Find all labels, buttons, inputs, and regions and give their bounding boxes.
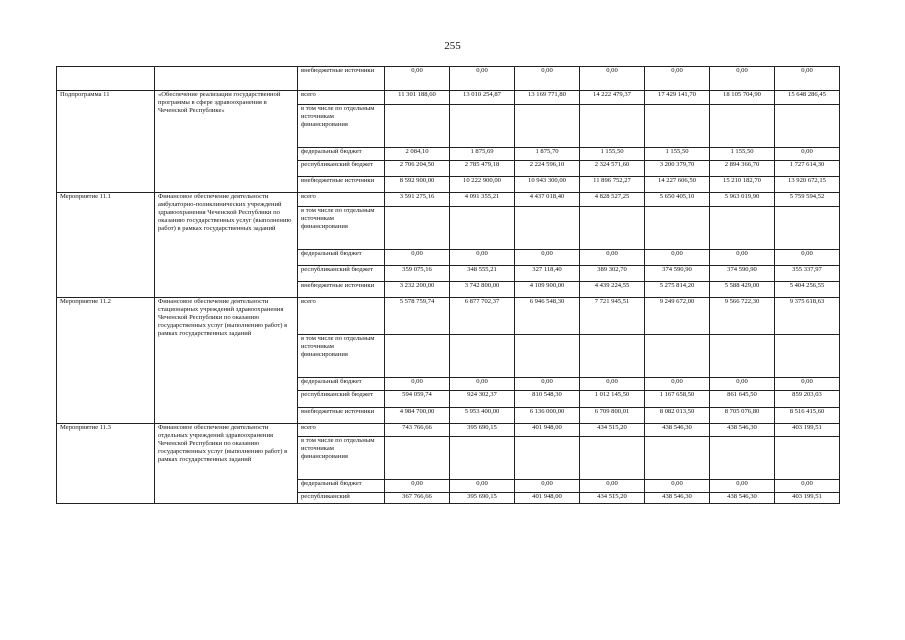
amount-cell bbox=[645, 437, 710, 480]
amount-cell: 395 690,15 bbox=[450, 493, 515, 504]
funding-source-cell: внебюджетные источники bbox=[298, 67, 385, 91]
program-name-cell: Подпрограмма 11 bbox=[57, 91, 155, 193]
amount-cell bbox=[710, 335, 775, 378]
amount-cell: 0,00 bbox=[710, 67, 775, 91]
amount-cell: 359 075,16 bbox=[385, 266, 450, 282]
amount-cell: 5 650 405,10 bbox=[645, 193, 710, 207]
amount-cell: 5 953 400,00 bbox=[450, 408, 515, 424]
amount-cell: 861 645,50 bbox=[710, 391, 775, 408]
amount-cell: 438 546,30 bbox=[710, 493, 775, 504]
amount-cell: 0,00 bbox=[580, 250, 645, 266]
amount-cell: 3 232 200,00 bbox=[385, 282, 450, 298]
amount-cell: 401 948,00 bbox=[515, 424, 580, 437]
program-description-cell bbox=[155, 67, 298, 91]
amount-cell: 0,00 bbox=[450, 480, 515, 493]
amount-cell: 0,00 bbox=[385, 250, 450, 266]
amount-cell: 594 059,74 bbox=[385, 391, 450, 408]
amount-cell bbox=[580, 335, 645, 378]
amount-cell: 1 012 145,50 bbox=[580, 391, 645, 408]
amount-cell: 389 302,70 bbox=[580, 266, 645, 282]
amount-cell: 1 155,50 bbox=[645, 148, 710, 161]
amount-cell: 11 301 188,60 bbox=[385, 91, 450, 105]
amount-cell: 5 759 594,52 bbox=[775, 193, 840, 207]
amount-cell bbox=[775, 105, 840, 148]
amount-cell bbox=[385, 437, 450, 480]
amount-cell: 810 548,30 bbox=[515, 391, 580, 408]
amount-cell: 17 429 141,70 bbox=[645, 91, 710, 105]
amount-cell: 743 766,66 bbox=[385, 424, 450, 437]
amount-cell bbox=[775, 437, 840, 480]
funding-source-cell: внебюджетные источники bbox=[298, 282, 385, 298]
amount-cell: 0,00 bbox=[775, 378, 840, 391]
amount-cell: 0,00 bbox=[385, 67, 450, 91]
funding-source-cell: в том числе по отдельным источникам финансирования bbox=[298, 105, 385, 148]
amount-cell: 7 721 945,51 bbox=[580, 298, 645, 335]
amount-cell: 13 920 672,15 bbox=[775, 177, 840, 193]
amount-cell: 2 785 479,18 bbox=[450, 161, 515, 177]
amount-cell: 8 592 900,00 bbox=[385, 177, 450, 193]
amount-cell: 924 302,37 bbox=[450, 391, 515, 408]
amount-cell bbox=[450, 335, 515, 378]
amount-cell: 13 010 254,87 bbox=[450, 91, 515, 105]
amount-cell bbox=[450, 105, 515, 148]
amount-cell: 438 546,30 bbox=[645, 493, 710, 504]
amount-cell: 4 437 018,40 bbox=[515, 193, 580, 207]
funding-source-cell: в том числе по отдельным источникам финансирования bbox=[298, 207, 385, 250]
amount-cell bbox=[515, 437, 580, 480]
funding-source-cell: всего bbox=[298, 193, 385, 207]
funding-source-cell: всего bbox=[298, 424, 385, 437]
table-row bbox=[57, 298, 840, 335]
amount-cell: 1 727 614,30 bbox=[775, 161, 840, 177]
amount-cell: 9 566 722,30 bbox=[710, 298, 775, 335]
amount-cell: 9 249 672,00 bbox=[645, 298, 710, 335]
amount-cell: 3 200 379,70 bbox=[645, 161, 710, 177]
funding-source-cell: федеральный бюджет bbox=[298, 250, 385, 266]
amount-cell: 1 875,69 bbox=[450, 148, 515, 161]
amount-cell: 434 515,20 bbox=[580, 493, 645, 504]
funding-source-cell: внебюджетные источники bbox=[298, 408, 385, 424]
amount-cell: 5 578 759,74 bbox=[385, 298, 450, 335]
amount-cell: 0,00 bbox=[710, 480, 775, 493]
funding-source-cell: федеральный бюджет bbox=[298, 148, 385, 161]
amount-cell: 367 766,66 bbox=[385, 493, 450, 504]
amount-cell bbox=[710, 437, 775, 480]
amount-cell: 438 546,30 bbox=[710, 424, 775, 437]
amount-cell: 403 199,51 bbox=[775, 493, 840, 504]
amount-cell bbox=[775, 207, 840, 250]
program-description-cell: «Обеспечение реализации государственной программы в сфере здравоохранения в Чеченской Республике» bbox=[155, 91, 298, 193]
amount-cell: 6 877 702,37 bbox=[450, 298, 515, 335]
amount-cell: 0,00 bbox=[645, 480, 710, 493]
amount-cell: 2 324 571,60 bbox=[580, 161, 645, 177]
budget-table bbox=[56, 66, 840, 504]
table-row bbox=[57, 424, 840, 437]
amount-cell: 0,00 bbox=[515, 67, 580, 91]
amount-cell: 0,00 bbox=[580, 67, 645, 91]
amount-cell bbox=[710, 207, 775, 250]
amount-cell: 0,00 bbox=[775, 480, 840, 493]
amount-cell bbox=[645, 207, 710, 250]
amount-cell: 0,00 bbox=[710, 250, 775, 266]
amount-cell: 0,00 bbox=[450, 250, 515, 266]
amount-cell bbox=[385, 335, 450, 378]
funding-source-cell: всего bbox=[298, 91, 385, 105]
amount-cell: 5 963 019,90 bbox=[710, 193, 775, 207]
amount-cell: 5 404 256,55 bbox=[775, 282, 840, 298]
funding-source-cell: всего bbox=[298, 298, 385, 335]
amount-cell bbox=[450, 437, 515, 480]
amount-cell bbox=[450, 207, 515, 250]
amount-cell: 438 546,30 bbox=[645, 424, 710, 437]
amount-cell: 1 875,70 bbox=[515, 148, 580, 161]
amount-cell: 14 222 479,37 bbox=[580, 91, 645, 105]
amount-cell: 3 591 275,16 bbox=[385, 193, 450, 207]
program-description-cell: Финансовое обеспечение деятельности отдельных учреждений здравоохранения Чеченской Республики по оказанию государственных услуг (выполнению работ) в рамках государственных заданий bbox=[155, 424, 298, 504]
amount-cell: 0,00 bbox=[580, 378, 645, 391]
amount-cell: 1 155,50 bbox=[580, 148, 645, 161]
amount-cell: 1 167 658,50 bbox=[645, 391, 710, 408]
amount-cell: 15 648 286,45 bbox=[775, 91, 840, 105]
amount-cell: 6 946 548,30 bbox=[515, 298, 580, 335]
funding-source-cell: республиканский бюджет bbox=[298, 161, 385, 177]
amount-cell bbox=[515, 335, 580, 378]
amount-cell bbox=[580, 105, 645, 148]
amount-cell: 2 084,10 bbox=[385, 148, 450, 161]
amount-cell bbox=[645, 105, 710, 148]
amount-cell: 0,00 bbox=[775, 250, 840, 266]
table-row bbox=[57, 91, 840, 105]
amount-cell: 0,00 bbox=[385, 480, 450, 493]
amount-cell: 2 224 596,10 bbox=[515, 161, 580, 177]
amount-cell: 15 210 182,70 bbox=[710, 177, 775, 193]
amount-cell bbox=[645, 335, 710, 378]
amount-cell: 355 337,97 bbox=[775, 266, 840, 282]
table-row bbox=[57, 193, 840, 207]
funding-source-cell: внебюджетные источники bbox=[298, 177, 385, 193]
program-name-cell: Мероприятие 11.2 bbox=[57, 298, 155, 424]
funding-source-cell: республиканский бюджет bbox=[298, 391, 385, 408]
amount-cell: 0,00 bbox=[515, 480, 580, 493]
amount-cell: 395 690,15 bbox=[450, 424, 515, 437]
amount-cell: 4 091 355,21 bbox=[450, 193, 515, 207]
amount-cell: 13 169 771,80 bbox=[515, 91, 580, 105]
amount-cell: 0,00 bbox=[775, 67, 840, 91]
funding-source-cell: республиканский бюджет bbox=[298, 266, 385, 282]
amount-cell: 3 742 800,00 bbox=[450, 282, 515, 298]
amount-cell: 859 203,03 bbox=[775, 391, 840, 408]
amount-cell bbox=[710, 105, 775, 148]
amount-cell: 4 828 527,25 bbox=[580, 193, 645, 207]
amount-cell: 2 894 366,70 bbox=[710, 161, 775, 177]
amount-cell: 0,00 bbox=[645, 67, 710, 91]
amount-cell: 14 227 606,50 bbox=[645, 177, 710, 193]
program-name-cell bbox=[57, 67, 155, 91]
amount-cell: 2 706 204,50 bbox=[385, 161, 450, 177]
amount-cell bbox=[580, 437, 645, 480]
amount-cell: 0,00 bbox=[775, 148, 840, 161]
program-description-cell: Финансовое обеспечение деятельности стационарных учреждений здравоохранения Чеченской Республики по оказанию государственных услуг (выполнению работ) в рамках государственных заданий bbox=[155, 298, 298, 424]
funding-source-cell: федеральный бюджет bbox=[298, 480, 385, 493]
page-number: 255 bbox=[444, 40, 461, 52]
amount-cell: 0,00 bbox=[515, 250, 580, 266]
amount-cell: 374 590,90 bbox=[645, 266, 710, 282]
funding-source-cell: в том числе по отдельным источникам финансирования bbox=[298, 437, 385, 480]
funding-source-cell: республиканский bbox=[298, 493, 385, 504]
amount-cell: 0,00 bbox=[645, 378, 710, 391]
program-name-cell: Мероприятие 11.1 bbox=[57, 193, 155, 298]
amount-cell bbox=[580, 207, 645, 250]
amount-cell: 5 588 429,00 bbox=[710, 282, 775, 298]
amount-cell: 4 984 700,00 bbox=[385, 408, 450, 424]
amount-cell: 403 199,51 bbox=[775, 424, 840, 437]
amount-cell: 0,00 bbox=[385, 378, 450, 391]
amount-cell: 8 705 076,80 bbox=[710, 408, 775, 424]
amount-cell: 0,00 bbox=[450, 67, 515, 91]
amount-cell bbox=[385, 207, 450, 250]
amount-cell: 8 082 013,50 bbox=[645, 408, 710, 424]
amount-cell: 9 375 618,63 bbox=[775, 298, 840, 335]
program-name-cell: Мероприятие 11.3 bbox=[57, 424, 155, 504]
amount-cell bbox=[385, 105, 450, 148]
amount-cell: 10 222 900,00 bbox=[450, 177, 515, 193]
amount-cell: 374 590,90 bbox=[710, 266, 775, 282]
amount-cell: 4 109 900,00 bbox=[515, 282, 580, 298]
table-row bbox=[57, 67, 840, 91]
amount-cell bbox=[775, 335, 840, 378]
amount-cell: 0,00 bbox=[645, 250, 710, 266]
amount-cell: 8 516 415,60 bbox=[775, 408, 840, 424]
funding-source-cell: федеральный бюджет bbox=[298, 378, 385, 391]
amount-cell: 10 943 300,00 bbox=[515, 177, 580, 193]
amount-cell: 6 136 000,00 bbox=[515, 408, 580, 424]
amount-cell: 4 439 224,55 bbox=[580, 282, 645, 298]
amount-cell: 1 155,50 bbox=[710, 148, 775, 161]
amount-cell: 401 948,00 bbox=[515, 493, 580, 504]
amount-cell bbox=[515, 105, 580, 148]
amount-cell: 0,00 bbox=[580, 480, 645, 493]
amount-cell: 434 515,20 bbox=[580, 424, 645, 437]
amount-cell: 6 709 800,01 bbox=[580, 408, 645, 424]
program-description-cell: Финансовое обеспечение деятельности амбулаторно-поликлинических учреждений здравоохранения Чеченской Республики по оказанию государственных услуг (выполнению работ) в рамках государственных заданий bbox=[155, 193, 298, 298]
amount-cell: 0,00 bbox=[515, 378, 580, 391]
amount-cell: 327 118,40 bbox=[515, 266, 580, 282]
funding-source-cell: в том числе по отдельным источникам финансирования bbox=[298, 335, 385, 378]
amount-cell: 5 275 814,20 bbox=[645, 282, 710, 298]
amount-cell: 11 896 752,27 bbox=[580, 177, 645, 193]
amount-cell: 348 555,21 bbox=[450, 266, 515, 282]
amount-cell bbox=[515, 207, 580, 250]
amount-cell: 18 105 704,90 bbox=[710, 91, 775, 105]
amount-cell: 0,00 bbox=[450, 378, 515, 391]
amount-cell: 0,00 bbox=[710, 378, 775, 391]
